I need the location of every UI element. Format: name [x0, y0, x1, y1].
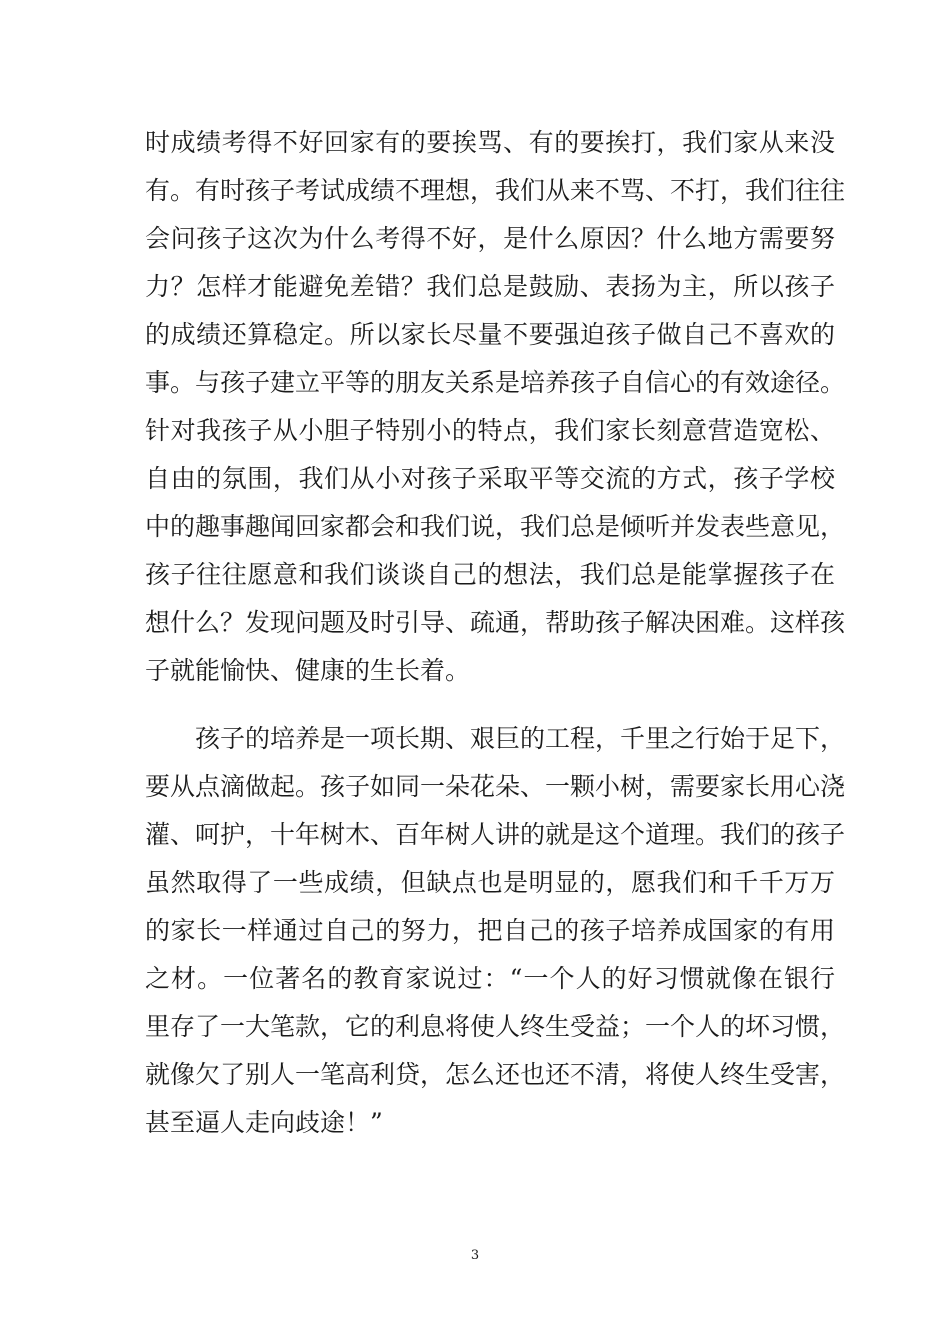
paragraph-1-line: 针对我孩子从小胆子特别小的特点，我们家长刻意营造宽松、	[145, 416, 835, 445]
paragraph-1-line: 中的趣事趣闻回家都会和我们说，我们总是倾听并发表些意见，	[145, 512, 846, 541]
paragraph-1-line: 孩子往往愿意和我们谈谈自己的想法，我们总是能掌握孩子在	[145, 560, 835, 589]
paragraph-1-line: 自由的氛围，我们从小对孩子采取平等交流的方式，孩子学校	[145, 464, 835, 493]
paragraph-2-line: 甚至逼人走向歧途！”	[145, 1108, 383, 1137]
paragraph-2-line: 灌、呵护，十年树木、百年树人讲的就是这个道理。我们的孩子	[145, 820, 846, 849]
paragraph-1-line: 事。与孩子建立平等的朋友关系是培养孩子自信心的有效途径。	[145, 368, 846, 397]
paragraph-2-line: 里存了一大笔款，它的利息将使人终生受益；一个人的坏习惯，	[145, 1012, 846, 1041]
paragraph-2-line: 要从点滴做起。孩子如同一朵花朵、一颗小树，需要家长用心浇	[145, 772, 846, 801]
paragraph-2-line: 孩子的培养是一项长期、艰巨的工程，千里之行始于足下，	[195, 724, 846, 753]
paragraph-1-line: 时成绩考得不好回家有的要挨骂、有的要挨打，我们家从来没	[145, 128, 835, 157]
paragraph-1-line: 有。有时孩子考试成绩不理想，我们从来不骂、不打，我们往往	[145, 176, 846, 205]
paragraph-1-line: 力？怎样才能避免差错？我们总是鼓励、表扬为主，所以孩子	[145, 272, 835, 301]
paragraph-1-line: 的成绩还算稳定。所以家长尽量不要强迫孩子做自己不喜欢的	[145, 320, 835, 349]
page-number: 3	[470, 1248, 480, 1263]
paragraph-2-line: 的家长一样通过自己的努力，把自己的孩子培养成国家的有用	[145, 916, 835, 945]
paragraph-1-line: 想什么？发现问题及时引导、疏通，帮助孩子解决困难。这样孩	[145, 608, 846, 637]
paragraph-2-line: 就像欠了别人一笔高利贷，怎么还也还不清，将使人终生受害，	[145, 1060, 846, 1089]
paragraph-1-line: 会问孩子这次为什么考得不好，是什么原因？什么地方需要努	[145, 224, 835, 253]
paragraph-2-line: 之材。一位著名的教育家说过：“一个人的好习惯就像在银行	[145, 964, 835, 993]
paragraph-1-line: 子就能愉快、健康的生长着。	[145, 656, 471, 685]
paragraph-2-line: 虽然取得了一些成绩，但缺点也是明显的，愿我们和千千万万	[145, 868, 835, 897]
